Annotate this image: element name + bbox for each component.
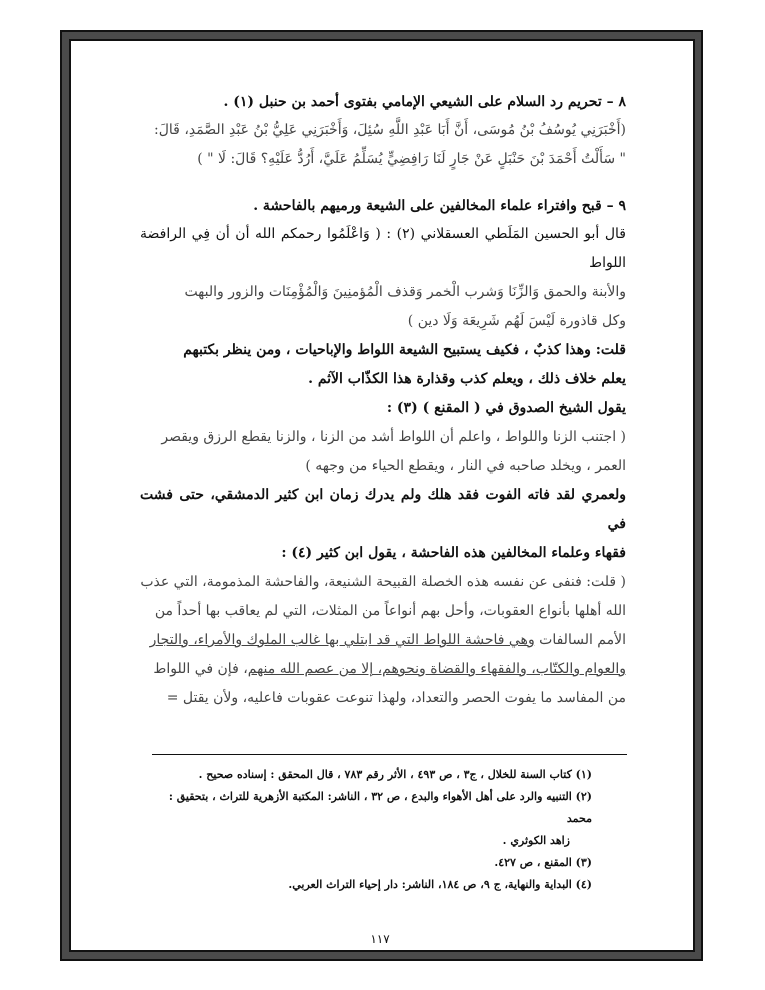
section-8-quote-line-2: " سَأَلْتُ أَحْمَدَ بْنَ حَنْبَلٍ عَنْ جَارٍ لَنَا رَافِضِيٍّ يُسَلِّمُ عَلَيَّ، أَرُدُّ عَلَيْهِ؟ قَالَ: لَا " ) bbox=[197, 151, 626, 167]
footnote-3: (٣) المقنع ، ص ٤٢٧. bbox=[494, 856, 592, 869]
section-8-quote-line-1: (أَخْبَرَنِي يُوسُفُ بْنُ مُوسَى، أَنَّ أَبَا عَبْدِ اللَّهِ سُئِلَ، وَأَخْبَرَنِي عَلِيُّ بْنُ عَبْدِ الصَّمَدِ، قَالَ: bbox=[154, 122, 626, 138]
author-comment-line-1: قلت: وهذا كذبٌ ، فكيف يستبيح الشيعة اللواط والإباحيات ، ومن ينظر بكتبهم bbox=[183, 342, 626, 358]
section-9-heading: ٩ – قبح وافتراء علماء المخالفين على الشيعة ورميهم بالفاحشة . bbox=[253, 198, 626, 214]
ibn-kathir-line-3-plain: الأمم السالفات bbox=[534, 632, 626, 648]
footnotes bbox=[140, 764, 626, 896]
footnote-2-continuation: زاهد الكوثري . bbox=[502, 834, 570, 847]
ibn-kathir-quote-line-2: الله أهلها بأنواع العقوبات، وأحل بهم أنواعاً من المثلات، التي لم يعاقب بها أحداً من bbox=[154, 603, 626, 619]
saduq-intro: يقول الشيخ الصدوق في ( المقنع ) (٣) : bbox=[386, 400, 626, 416]
footnote-2: (٢) التنبيه والرد على أهل الأهواء والبدع ، ص ٣٢ ، الناشر: المكتبة الأزهرية للتراث ، بتحقيق : محمد bbox=[168, 790, 592, 825]
ibn-kathir-quote-line-4 bbox=[140, 655, 626, 684]
author-comment-line-2: يعلم خلاف ذلك ، ويعلم كذب وقذارة هذا الكذّاب الآثم . bbox=[308, 371, 626, 387]
ibn-kathir-quote-line-5: من المفاسد ما يفوت الحصر والتعداد، ولهذا تنوعت عقوبات فاعليه، ولأن يقتل = bbox=[166, 690, 626, 706]
oath-line-1: ولعمري لقد فاته الفوت فقد هلك ولم يدرك زمان ابن كثير الدمشقي، حتى فشت في bbox=[140, 487, 626, 532]
saduq-quote-line-2: العمر ، ويخلد صاحبه في النار ، ويقطع الحياء من وجهه ) bbox=[305, 458, 626, 474]
oath-line-2: فقهاء وعلماء المخالفين هذه الفاحشة ، يقول ابن كثير (٤) : bbox=[281, 545, 626, 561]
ibn-kathir-line-4-plain: ، فإن في اللواط bbox=[153, 661, 248, 677]
footnote-1: (١) كتاب السنة للخلال ، ج٣ ، ص ٤٩٣ ، الأثر رقم ٧٨٣ ، قال المحقق : إسناده صحيح . bbox=[198, 768, 592, 781]
section-8-heading: ٨ – تحريم رد السلام على الشيعي الإمامي بفتوى أحمد بن حنبل (١) . bbox=[223, 94, 626, 110]
section-gap bbox=[140, 174, 626, 192]
footnote-4: (٤) البداية والنهاية، ج ٩، ص ١٨٤، الناشر: دار إحياء التراث العربي. bbox=[288, 878, 592, 891]
footnote-separator bbox=[152, 754, 627, 755]
page-number: ١١٧ bbox=[370, 932, 390, 946]
malati-quote-line-1: والأبنة والحمق وَالزِّنَا وَشرب الْخمر وَقذف الْمُؤمنِينَ وَالْمُؤْمِنَات والزور والبهت bbox=[184, 284, 626, 300]
ibn-kathir-line-3-underlined: وهي فاحشة اللواط التي قد ابتلي بها غالب الملوك والأمراء، والتجار bbox=[149, 632, 535, 648]
malati-quote-line-2: وكل قاذورة لَيْسَ لَهُم شَرِيعَة وَلَا دين ) bbox=[407, 313, 626, 329]
ibn-kathir-quote-line-3 bbox=[140, 626, 626, 655]
ibn-kathir-line-4-underlined: والعوام والكتّاب، والفقهاء والقضاة ونحوهم، إلا من عصم الله منهم bbox=[247, 661, 626, 677]
ibn-kathir-quote-line-1: ( قلت: فنفى عن نفسه هذه الخصلة القبيحة الشنيعة، والفاحشة المذمومة، التي عذب bbox=[140, 574, 626, 590]
page-body bbox=[140, 88, 626, 713]
malati-intro-line: قال أبو الحسين المَلَطي العسقلاني (٢) : ( وَاعْلَمُوا رحمكم الله أن أن فِي الرافضة اللواط bbox=[140, 226, 626, 271]
saduq-quote-line-1: ( اجتنب الزنا واللواط ، واعلم أن اللواط أشد من الزنا ، والزنا يقطع الرزق ويقصر bbox=[161, 429, 626, 445]
